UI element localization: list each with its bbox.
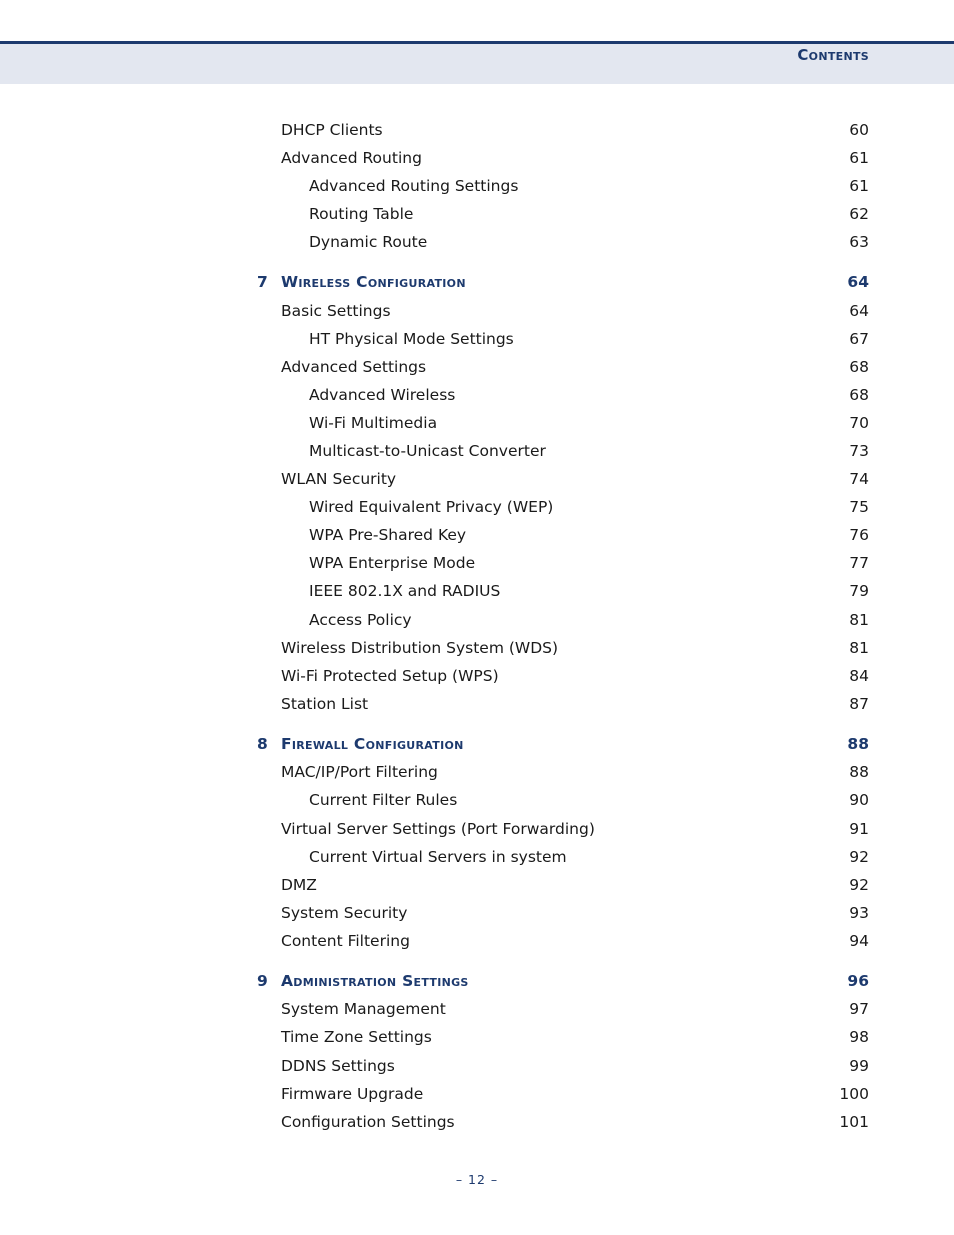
toc-entry[interactable] (0, 761, 954, 783)
toc-entry-page-number: 100 (839, 1085, 869, 1103)
toc-entry-label: WPA Enterprise Mode (309, 554, 476, 572)
toc-entry[interactable] (0, 496, 954, 518)
toc-chapter-entry[interactable] (0, 970, 954, 992)
toc-entry-page-number: 98 (849, 1028, 869, 1046)
toc-entry-label: IEEE 802.1X and RADIUS (309, 582, 501, 600)
toc-entry[interactable] (0, 384, 954, 406)
toc-entry-label: Virtual Server Settings (Port Forwarding) (281, 820, 595, 838)
toc-chapter-number: 9 (257, 972, 268, 990)
toc-entry-label: Advanced Routing (281, 149, 422, 167)
toc-entry-label: Wireless Distribution System (WDS) (281, 639, 559, 657)
toc-entry-page-number: 88 (847, 735, 869, 753)
toc-entry-label: Time Zone Settings (281, 1028, 432, 1046)
toc-entry[interactable] (0, 874, 954, 896)
toc-entry[interactable] (0, 1026, 954, 1048)
toc-entry-label: System Security (281, 904, 408, 922)
toc-entry[interactable] (0, 1055, 954, 1077)
toc-entry[interactable] (0, 300, 954, 322)
toc-entry-page-number: 63 (849, 233, 869, 251)
toc-entry-page-number: 70 (849, 414, 869, 432)
toc-entry-label: Current Virtual Servers in system (309, 848, 567, 866)
toc-entry[interactable] (0, 119, 954, 141)
toc-entry[interactable] (0, 175, 954, 197)
toc-entry[interactable] (0, 147, 954, 169)
toc-entry[interactable] (0, 231, 954, 253)
toc-entry-label: Configuration Settings (281, 1113, 455, 1131)
toc-entry-page-number: 62 (849, 205, 869, 223)
toc-entry-label: Basic Settings (281, 302, 391, 320)
toc-entry-label: Wi-Fi Multimedia (309, 414, 438, 432)
toc-entry-label: Routing Table (309, 205, 414, 223)
toc-entry-page-number: 64 (849, 302, 869, 320)
toc-entry-page-number: 76 (849, 526, 869, 544)
toc-entry[interactable] (0, 1083, 954, 1105)
toc-entry-page-number: 92 (849, 876, 869, 894)
toc-entry[interactable] (0, 552, 954, 574)
toc-entry-page-number: 68 (849, 386, 869, 404)
toc-entry-page-number: 61 (849, 177, 869, 195)
toc-entry-label: Firewall Configuration (281, 735, 464, 753)
toc-entry-label: Administration Settings (281, 972, 469, 990)
toc-entry-label: Multicast-to-Unicast Converter (309, 442, 546, 460)
toc-entry-label: Firmware Upgrade (281, 1085, 424, 1103)
toc-entry-page-number: 99 (849, 1057, 869, 1075)
toc-entry-label: DDNS Settings (281, 1057, 395, 1075)
page-number: – 12 – (455, 1172, 499, 1187)
toc-entry-label: Dynamic Route (309, 233, 428, 251)
toc-entry-label: System Management (281, 1000, 446, 1018)
toc-entry-page-number: 92 (849, 848, 869, 866)
toc-entry-label: Advanced Routing Settings (309, 177, 519, 195)
toc-entry[interactable] (0, 998, 954, 1020)
toc-entry-page-number: 88 (849, 763, 869, 781)
toc-entry[interactable] (0, 846, 954, 868)
toc-entry-label: HT Physical Mode Settings (309, 330, 514, 348)
toc-entry[interactable] (0, 609, 954, 631)
toc-entry-page-number: 97 (849, 1000, 869, 1018)
toc-chapter-number: 7 (257, 273, 268, 291)
toc-entry-page-number: 64 (847, 273, 869, 291)
toc-entry[interactable] (0, 580, 954, 602)
toc-entry[interactable] (0, 665, 954, 687)
toc-entry[interactable] (0, 902, 954, 924)
toc-entry-page-number: 84 (849, 667, 869, 685)
toc-entry-page-number: 81 (849, 639, 869, 657)
toc-entry-page-number: 94 (849, 932, 869, 950)
toc-entry-label: WPA Pre-Shared Key (309, 526, 467, 544)
toc-entry-label: Wi-Fi Protected Setup (WPS) (281, 667, 499, 685)
toc-entry-page-number: 87 (849, 695, 869, 713)
toc-entry-page-number: 101 (839, 1113, 869, 1131)
toc-entry-label: DMZ (281, 876, 317, 894)
toc-entry-page-number: 74 (849, 470, 869, 488)
toc-entry[interactable] (0, 412, 954, 434)
toc-entry-page-number: 79 (849, 582, 869, 600)
toc-entry[interactable] (0, 356, 954, 378)
toc-entry-page-number: 67 (849, 330, 869, 348)
toc-entry-page-number: 68 (849, 358, 869, 376)
toc-entry-label: Wired Equivalent Privacy (WEP) (309, 498, 554, 516)
toc-chapter-entry[interactable] (0, 271, 954, 293)
toc-entry-page-number: 60 (849, 121, 869, 139)
toc-entry[interactable] (0, 328, 954, 350)
toc-entry-page-number: 77 (849, 554, 869, 572)
toc-entry[interactable] (0, 440, 954, 462)
toc-entry-label: Advanced Settings (281, 358, 427, 376)
toc-entry[interactable] (0, 818, 954, 840)
toc-entry-label: DHCP Clients (281, 121, 383, 139)
toc-entry-page-number: 61 (849, 149, 869, 167)
toc-entry-label: Station List (281, 695, 369, 713)
toc-entry-page-number: 73 (849, 442, 869, 460)
toc-entry[interactable] (0, 637, 954, 659)
toc-entry[interactable] (0, 789, 954, 811)
toc-entry-label: WLAN Security (281, 470, 397, 488)
toc-entry-label: Wireless Configuration (281, 273, 466, 291)
toc-entry[interactable] (0, 930, 954, 952)
toc-chapter-entry[interactable] (0, 733, 954, 755)
toc-entry-page-number: 75 (849, 498, 869, 516)
toc-entry-page-number: 96 (847, 972, 869, 990)
toc-entry-label: Content Filtering (281, 932, 410, 950)
toc-entry-page-number: 81 (849, 611, 869, 629)
toc-chapter-number: 8 (257, 735, 268, 753)
toc-entry[interactable] (0, 693, 954, 715)
toc-entry-label: MAC/IP/Port Filtering (281, 763, 438, 781)
toc-entry-page-number: 91 (849, 820, 869, 838)
page-header-title: Contents (797, 46, 869, 64)
toc-entry-label: Current Filter Rules (309, 791, 458, 809)
toc-entry-label: Access Policy (309, 611, 412, 629)
toc-entry-page-number: 93 (849, 904, 869, 922)
toc-entry[interactable] (0, 524, 954, 546)
toc-entry-page-number: 90 (849, 791, 869, 809)
toc-entry[interactable] (0, 1111, 954, 1133)
toc-entry[interactable] (0, 468, 954, 490)
toc-entry-label: Advanced Wireless (309, 386, 456, 404)
toc-entry[interactable] (0, 203, 954, 225)
